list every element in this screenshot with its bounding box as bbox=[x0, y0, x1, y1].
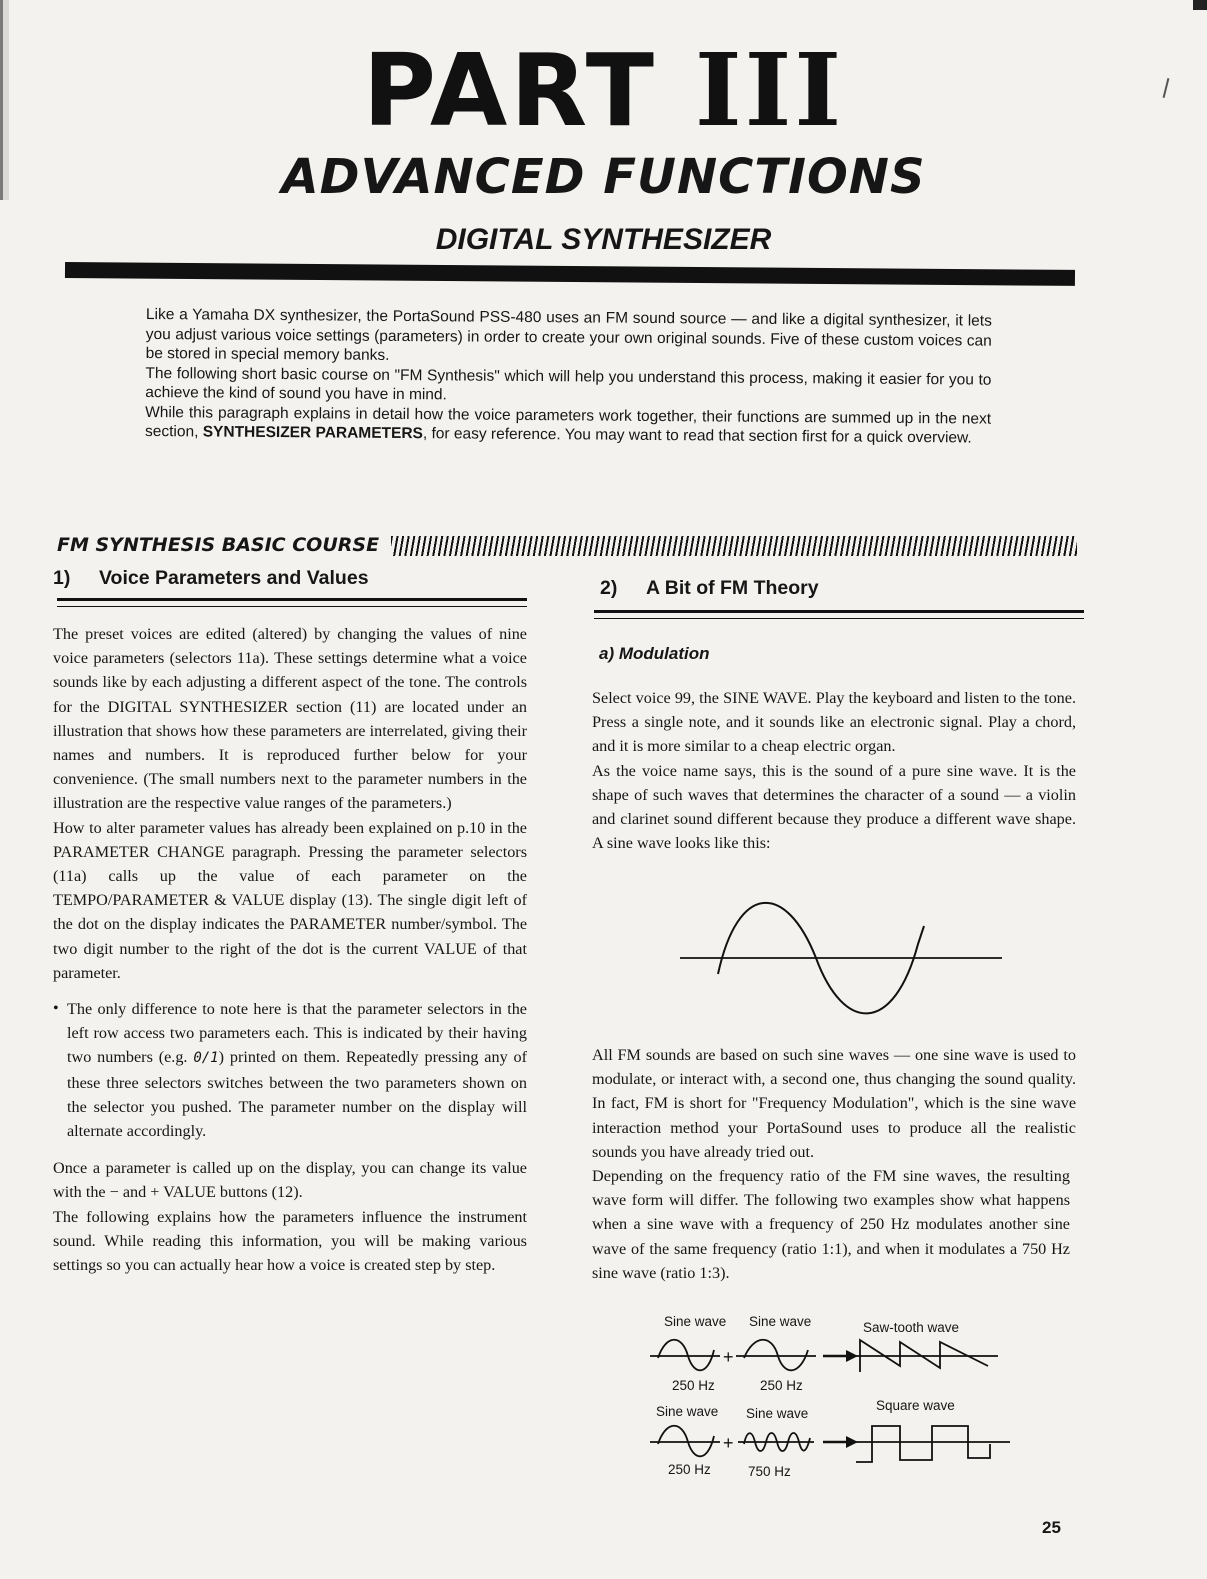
intro-p3-text: While this paragraph explains in detail how the voice parameters work together, their functions are summed up in the next section, bbox=[144, 403, 992, 441]
left-paragraph-1: The preset voices are edited (altered) by changing the values of nine voice parameters (selectors 11a). These settings determine what a voice sounds like by each adjusting a different aspect of the tone. The controls for the DIGITAL SYNTHESIZER section (11) are located under an illustration that shows how these parameters are interrelated, giving their names and numbers. It is reproduced further below for your convenience. (The small numbers next to the parameter numbers in the illustration are the respective value ranges of the parameters.) bbox=[53, 625, 527, 813]
heading-hatch-rule bbox=[391, 536, 1077, 556]
right-column-top bbox=[592, 686, 1076, 855]
part-title bbox=[0, 31, 1207, 149]
bullet-text bbox=[67, 997, 527, 1143]
left-paragraph-4: The following explains how the parameters influence the instrument sound. While reading this information, you will be making various settings so you can actually hear how a voice is created step by step. bbox=[53, 1207, 527, 1275]
intro-p3-bold: SYNTHESIZER PARAMETERS bbox=[202, 423, 423, 443]
bullet-text-end: ) printed on them. Repeatedly pressing any of these three selectors switches between the two parameters shown on the selector you pushed. The parameter number on the display will alternate accordingly. bbox=[67, 1048, 527, 1141]
ex1-sine-label-a: Sine wave bbox=[664, 1314, 727, 1329]
ex1-wave-b bbox=[744, 1340, 808, 1371]
ex1-result-label: Saw-tooth wave bbox=[863, 1320, 960, 1335]
left-column bbox=[53, 622, 527, 1277]
part-word: PART bbox=[362, 32, 658, 149]
page-number: 25 bbox=[1042, 1518, 1061, 1537]
ex2-freq-b: 750 Hz bbox=[748, 1464, 791, 1479]
ex1-waveforms bbox=[648, 1336, 1008, 1376]
left-heading-rule bbox=[57, 598, 527, 607]
ex2-sine-label-b: Sine wave bbox=[746, 1406, 809, 1421]
bullet-dot: • bbox=[53, 1000, 59, 1018]
left-paragraph-2: How to alter parameter values has already been explained on p.10 in the PARAMETER CHANGE paragraph. Pressing the parameter selectors (11a) calls up the value of each parameter on the TEMPO/PARAMETER & VALUE display (13). The single digit left of the dot on the display indicates the PARAMETER number/symbol. The two digit number to the right of the dot is the current VALUE of that parameter. bbox=[53, 818, 527, 982]
ex1-wave-a bbox=[658, 1340, 714, 1371]
course-heading bbox=[57, 530, 1077, 560]
right-paragraph-4: Depending on the frequency ratio of the FM sine waves, the resulting wave form will differ. The following two examples show what happens when a sine wave with a frequency of 250 Hz modulates another sine wave of the same frequency (ratio 1:1), and when it modulates a 750 Hz sine wave (ratio 1:3). bbox=[592, 1167, 1070, 1282]
right-heading-number: 2) bbox=[600, 577, 618, 599]
section-title: ADVANCED FUNCTIONS bbox=[281, 149, 926, 205]
ex1-freq-a: 250 Hz bbox=[672, 1378, 715, 1393]
course-heading-text: FM SYNTHESIS BASIC COURSE bbox=[57, 534, 380, 556]
right-column-heading bbox=[600, 576, 819, 600]
ex1-arrow-head bbox=[846, 1350, 858, 1362]
right-paragraph-3: All FM sounds are based on such sine waves — one sine wave is used to modulate, or interact with, a second one, thus changing the sound quality. In fact, FM is short for "Frequency Modulation", which is the sine wave interaction method your PortaSound uses to produce all the realistic sounds you have already tried out. bbox=[592, 1046, 1076, 1161]
bullet-text-start: The only difference to note here is that the parameter selectors in the left row access two parameters each. This is indicated by their having two numbers (e.g. bbox=[67, 1000, 527, 1067]
ex2-square-wave bbox=[856, 1426, 990, 1462]
right-paragraph-2: As the voice name says, this is the sound of a pure sine wave. It is the shape of such waves that determines the character of a sound — a violin and clarinet sound different because they produce a different wave shape. A sine wave looks like this: bbox=[592, 761, 1076, 853]
ex2-arrow-head bbox=[846, 1436, 858, 1448]
left-paragraph-3: Once a parameter is called up on the display, you can change its value with the − and + VALUE buttons (12). bbox=[53, 1159, 527, 1202]
ex2-result-label: Square wave bbox=[876, 1398, 955, 1413]
intro-block bbox=[145, 305, 992, 448]
ex2-freq-a: 250 Hz bbox=[668, 1462, 711, 1477]
intro-paragraph-2: The following short basic course on "FM Synthesis" which will help you understand this process, making it easier for you to achieve the kind of sound you have in mind. bbox=[145, 364, 992, 404]
intro-paragraph-1: Like a Yamaha DX synthesizer, the PortaSound PSS-480 uses an FM sound source — and like a digital synthesizer, it lets you adjust various voice settings (parameters) in order to create your own original sounds. Five of these custom voices can be stored in special memory banks. bbox=[145, 305, 992, 364]
left-heading-number: 1) bbox=[53, 567, 71, 589]
right-heading-text: A Bit of FM Theory bbox=[646, 577, 819, 599]
intro-p3-text-end: , for easy reference. You may want to read that section first for a quick overview. bbox=[422, 425, 972, 447]
ex1-plus-sign: + bbox=[723, 1347, 734, 1367]
ex1-freq-b: 250 Hz bbox=[760, 1378, 803, 1393]
right-heading-rule bbox=[594, 610, 1084, 619]
intro-paragraph-3 bbox=[145, 402, 991, 448]
ex2-sine-label-a: Sine wave bbox=[656, 1404, 719, 1419]
fm-examples-diagram bbox=[648, 1312, 1028, 1479]
ex1-sine-label-b: Sine wave bbox=[749, 1314, 812, 1329]
right-paragraph-1: Select voice 99, the SINE WAVE. Play the keyboard and listen to the tone. Press a single note, and it sounds like an electronic signal. Play a chord, and it is more similar to a cheap electric organ. bbox=[592, 689, 1076, 756]
title-rule bbox=[65, 262, 1075, 286]
corner-mark bbox=[1193, 0, 1207, 10]
right-column-bottom bbox=[592, 1043, 1076, 1285]
left-column-heading bbox=[53, 566, 369, 590]
ex2-wave-a bbox=[658, 1426, 714, 1457]
ex2-plus-sign: + bbox=[723, 1433, 734, 1453]
bullet-note bbox=[53, 997, 527, 1143]
sine-wave-figure bbox=[676, 896, 1006, 1036]
selector-number-example: 0/1 bbox=[193, 1050, 219, 1067]
left-heading-text: Voice Parameters and Values bbox=[99, 567, 369, 589]
subsection-title: DIGITAL SYNTHESIZER bbox=[435, 223, 772, 256]
part-numeral: III bbox=[694, 31, 845, 149]
modulation-subheading: a) Modulation bbox=[599, 644, 710, 663]
